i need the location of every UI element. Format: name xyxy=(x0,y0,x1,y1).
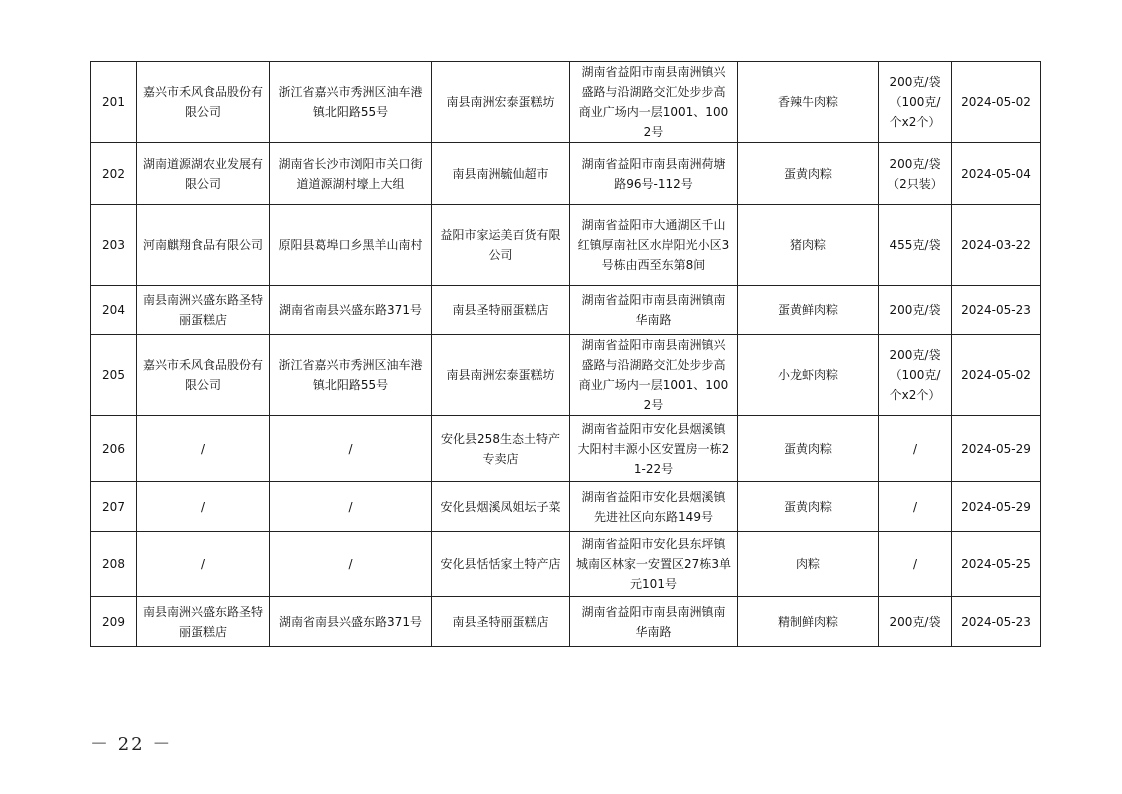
specification-cell: 200克/袋 xyxy=(879,286,952,335)
seller-address-cell: 湖南省益阳市大通湖区千山红镇厚南社区水岸阳光小区3号栋由西至东第8间 xyxy=(570,205,738,286)
producer-name-cell: / xyxy=(137,532,270,597)
seller-name-cell: 南县圣特丽蛋糕店 xyxy=(432,286,570,335)
specification-cell: 200克/袋（2只装） xyxy=(879,143,952,205)
table-row xyxy=(91,532,1041,597)
production-date-cell: 2024-05-02 xyxy=(952,62,1041,143)
producer-name-cell: 南县南洲兴盛东路圣特丽蛋糕店 xyxy=(137,597,270,647)
production-date-cell: 2024-05-04 xyxy=(952,143,1041,205)
table-row xyxy=(91,205,1041,286)
producer-name-cell: 嘉兴市禾风食品股份有限公司 xyxy=(137,62,270,143)
row-number-cell: 208 xyxy=(91,532,137,597)
product-name-cell: 精制鲜肉粽 xyxy=(738,597,879,647)
product-name-cell: 蛋黄鲜肉粽 xyxy=(738,286,879,335)
producer-address-cell: 浙江省嘉兴市秀洲区油车港镇北阳路55号 xyxy=(270,335,432,416)
row-number-cell: 209 xyxy=(91,597,137,647)
specification-cell: 200克/袋（100克/个x2个） xyxy=(879,62,952,143)
specification-cell: / xyxy=(879,482,952,532)
table-row xyxy=(91,143,1041,205)
product-name-cell: 香辣牛肉粽 xyxy=(738,62,879,143)
table-row xyxy=(91,482,1041,532)
producer-name-cell: 湖南道源湖农业发展有限公司 xyxy=(137,143,270,205)
seller-address-cell: 湖南省益阳市南县南洲镇南华南路 xyxy=(570,286,738,335)
specification-cell: 200克/袋 xyxy=(879,597,952,647)
producer-address-cell: / xyxy=(270,532,432,597)
product-name-cell: 肉粽 xyxy=(738,532,879,597)
seller-name-cell: 南县南洲宏泰蛋糕坊 xyxy=(432,335,570,416)
table-row xyxy=(91,62,1041,143)
production-date-cell: 2024-05-25 xyxy=(952,532,1041,597)
seller-name-cell: 南县南洲宏泰蛋糕坊 xyxy=(432,62,570,143)
producer-name-cell: / xyxy=(137,482,270,532)
producer-name-cell: 河南麒翔食品有限公司 xyxy=(137,205,270,286)
specification-cell: 455克/袋 xyxy=(879,205,952,286)
seller-address-cell: 湖南省益阳市南县南洲荷塘路96号-112号 xyxy=(570,143,738,205)
row-number-cell: 204 xyxy=(91,286,137,335)
specification-cell: / xyxy=(879,416,952,482)
production-date-cell: 2024-05-29 xyxy=(952,482,1041,532)
table-row xyxy=(91,416,1041,482)
seller-name-cell: 南县南洲毓仙超市 xyxy=(432,143,570,205)
product-name-cell: 蛋黄肉粽 xyxy=(738,143,879,205)
product-name-cell: 蛋黄肉粽 xyxy=(738,416,879,482)
specification-cell: / xyxy=(879,532,952,597)
production-date-cell: 2024-03-22 xyxy=(952,205,1041,286)
seller-address-cell: 湖南省益阳市安化县烟溪镇大阳村丰源小区安置房一栋21-22号 xyxy=(570,416,738,482)
producer-address-cell: / xyxy=(270,482,432,532)
producer-address-cell: 原阳县葛埠口乡黑羊山南村 xyxy=(270,205,432,286)
page-number: － 22 － xyxy=(90,734,173,755)
table-row xyxy=(91,335,1041,416)
seller-name-cell: 益阳市家运美百货有限公司 xyxy=(432,205,570,286)
producer-address-cell: 湖南省南县兴盛东路371号 xyxy=(270,597,432,647)
row-number-cell: 202 xyxy=(91,143,137,205)
production-date-cell: 2024-05-02 xyxy=(952,335,1041,416)
production-date-cell: 2024-05-29 xyxy=(952,416,1041,482)
seller-name-cell: 南县圣特丽蛋糕店 xyxy=(432,597,570,647)
product-name-cell: 蛋黄肉粽 xyxy=(738,482,879,532)
seller-address-cell: 湖南省益阳市南县南洲镇南华南路 xyxy=(570,597,738,647)
producer-address-cell: 湖南省南县兴盛东路371号 xyxy=(270,286,432,335)
producer-name-cell: / xyxy=(137,416,270,482)
producer-name-cell: 南县南洲兴盛东路圣特丽蛋糕店 xyxy=(137,286,270,335)
row-number-cell: 203 xyxy=(91,205,137,286)
seller-name-cell: 安化县烟溪凤姐坛子菜 xyxy=(432,482,570,532)
row-number-cell: 206 xyxy=(91,416,137,482)
seller-address-cell: 湖南省益阳市南县南洲镇兴盛路与沿湖路交汇处步步高商业广场内一层1001、1002号 xyxy=(570,62,738,143)
seller-address-cell: 湖南省益阳市安化县东坪镇城南区林家一安置区27栋3单元101号 xyxy=(570,532,738,597)
table-row xyxy=(91,597,1041,647)
product-name-cell: 猪肉粽 xyxy=(738,205,879,286)
producer-address-cell: 湖南省长沙市浏阳市关口街道道源湖村壕上大组 xyxy=(270,143,432,205)
seller-address-cell: 湖南省益阳市安化县烟溪镇先进社区向东路149号 xyxy=(570,482,738,532)
table-body xyxy=(91,62,1041,647)
sampling-results-table xyxy=(90,61,1041,647)
seller-name-cell: 安化县258生态土特产专卖店 xyxy=(432,416,570,482)
production-date-cell: 2024-05-23 xyxy=(952,597,1041,647)
producer-address-cell: / xyxy=(270,416,432,482)
row-number-cell: 207 xyxy=(91,482,137,532)
producer-address-cell: 浙江省嘉兴市秀洲区油车港镇北阳路55号 xyxy=(270,62,432,143)
seller-name-cell: 安化县恬恬家土特产店 xyxy=(432,532,570,597)
specification-cell: 200克/袋（100克/个x2个） xyxy=(879,335,952,416)
row-number-cell: 205 xyxy=(91,335,137,416)
producer-name-cell: 嘉兴市禾风食品股份有限公司 xyxy=(137,335,270,416)
production-date-cell: 2024-05-23 xyxy=(952,286,1041,335)
seller-address-cell: 湖南省益阳市南县南洲镇兴盛路与沿湖路交汇处步步高商业广场内一层1001、1002号 xyxy=(570,335,738,416)
table-row xyxy=(91,286,1041,335)
product-name-cell: 小龙虾肉粽 xyxy=(738,335,879,416)
row-number-cell: 201 xyxy=(91,62,137,143)
